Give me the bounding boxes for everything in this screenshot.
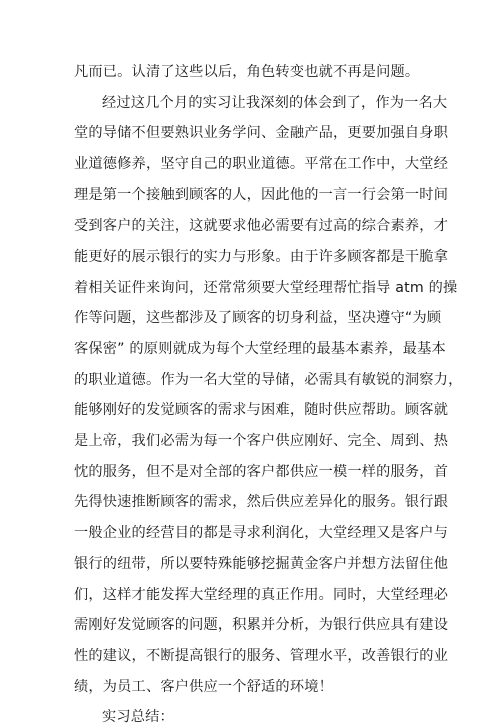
text-line-13: 是上帝，我们必需为每一个客户供应刚好、完全、周到、热	[74, 433, 449, 449]
text-line-1: 凡而已。认清了这些以后，角色转变也就不再是问题。	[74, 64, 420, 80]
text-line-11: 的职业道德。作为一名大堂的导储，必需具有敏锐的洞察力，	[74, 372, 463, 388]
text-line-8: 着相关证件来询问，还常常须要大堂经理帮忙指导 atm 的操	[74, 280, 458, 296]
section-heading: 实习总结：	[102, 709, 174, 725]
text-line-4: 业道德修养，坚守自己的职业道德。平常在工作中，大堂经	[74, 156, 449, 172]
text-line-9: 作等问题，这些都涉及了顾客的切身利益，坚决遵守“为顾	[74, 310, 442, 326]
text-line-17: 银行的纽带，所以要特殊能够挖掘黄金客户并想方法留住他	[74, 556, 449, 572]
text-line-18: 们，这样才能发挥大堂经理的真正作用。同时，大堂经理必	[74, 587, 449, 603]
text-line-3: 堂的导储不但要熟识业务学问、金融产品，更要加强自身职	[74, 125, 449, 141]
text-line-7: 能更好的展示银行的实力与形象。由于许多顾客都是干脆拿	[74, 249, 449, 265]
text-line-21: 绩，为员工、客户供应一个舒适的环境！	[74, 679, 333, 695]
text-line-15: 先得快速推断顾客的需求，然后供应差异化的服务。银行跟	[74, 494, 449, 510]
text-line-19: 需刚好发觉顾客的问题，积累并分析，为银行供应具有建设	[74, 617, 449, 633]
text-line-2: 经过这几个月的实习让我深刻的体会到了，作为一名大	[102, 95, 448, 111]
text-line-16: 一般企业的经营目的都是寻求利润化，大堂经理又是客户与	[74, 525, 449, 541]
text-line-10: 客保密” 的原则就成为每个大堂经理的最基本素养，最基本	[74, 341, 446, 357]
text-line-5: 理是第一个接触到顾客的人，因此他的一言一行会第一时间	[74, 187, 449, 203]
text-line-14: 忱的服务，但不是对全部的客户都供应一模一样的服务，首	[74, 464, 449, 480]
text-line-6: 受到客户的关注，这就要求他必需要有过高的综合素养，才	[74, 218, 449, 234]
text-line-20: 性的建议，不断提高银行的服务、管理水平，改善银行的业	[74, 648, 449, 664]
text-line-12: 能够刚好的发觉顾客的需求与困难，随时供应帮助。顾客就	[74, 402, 449, 418]
